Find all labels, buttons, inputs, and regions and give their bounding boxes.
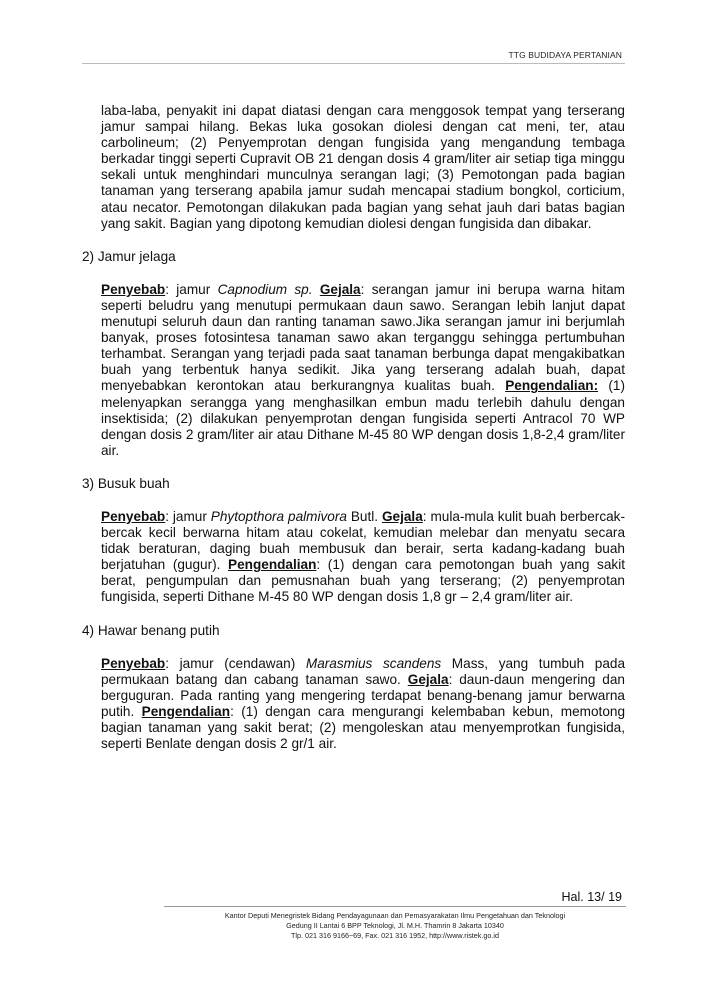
cause-text: : jamur [165, 508, 211, 524]
cause-label: Penyebab [101, 655, 166, 671]
cause-species: Phytopthora palmivora [210, 508, 347, 524]
footer-line-contact: Tlp. 021 316 9166~69, Fax. 021 316 1952, http://www.ristek.go.id [291, 931, 499, 941]
running-header: TTG BUDIDAYA PERTANIAN [508, 50, 622, 60]
section-heading-hawar-benang-putih: 4) Hawar benang putih [82, 622, 220, 638]
footer-line-office: Kantor Deputi Menegristek Bidang Pendayagunaan dan Pemasyarakatan Ilmu Pengetahuan dan Teknologi [224, 911, 566, 920]
section-paragraph-busuk-buah [101, 509, 625, 606]
cause-species: Marasmius scandens [305, 655, 442, 671]
cause-label: Penyebab [101, 508, 166, 524]
symptom-label: Gejala [319, 281, 361, 297]
symptom-text: : mula-mula kulit buah berbercak-bercak kecil berwarna hitam atau cokelat, kemudian melebar dan menyatu secara tidak beraturan, daging buah membusuk dan berair, serta kadang-kadang buah berjatuhan (gugur). [101, 508, 625, 573]
document-body [82, 103, 625, 752]
symptom-text: : serangan jamur ini berupa warna hitam seperti beludru yang menutupi permukaan daun sawo. Serangan lebih lanjut dapat menutupi seluruh daun dan ranting tanaman sawo.Jika serangan jamur ini berjumlah banyak, proses fotosintesa tanaman sawo akan terganggu sehingga pertumbuhan terhambat. Serangan yang terjadi pada saat tanaman berbunga dapat mengakibatkan buah yang terbentuk hanya sedikit. Jika yang terserang adalah buah, dapat menyebabkan kerontokan atau berkurangnya kualitas buah. [101, 281, 625, 394]
control-label: Pengendalian [141, 703, 231, 719]
control-label: Pengendalian [228, 557, 317, 573]
symptom-label: Gejala [381, 508, 423, 524]
control-text: : (1) dengan cara pemotongan buah yang sakit berat, pengumpulan dan pemusnahan buah yang terserang; (2) penyemprotan fungisida, seperti Dithane M-45 80 WP dengan dosis 1,8 gr – 2,4 gram/liter air. [101, 557, 625, 605]
section-heading-busuk-buah: 3) Busuk buah [82, 475, 170, 491]
control-text: : (1) dengan cara mengurangi kelembaban kebun, memotong bagian tanaman yang sakit berat; (2) mengoleskan atau menyemprotkan fungisida, seperti Benlate dengan dosis 2 gr/1 air. [101, 703, 626, 752]
section-heading-jamur-jelaga: 2) Jamur jelaga [82, 248, 176, 264]
footer-divider [164, 906, 626, 907]
control-text: (1) melenyapkan serangga yang menghasilkan embun madu terlebih dahulu dengan insektisida; (2) dilakukan penyemprotan dengan fungisida seperti Antracol 70 WP dengan dosis 2 gram/liter air atau Dithane M-45 80 WP dengan dosis 1,8-2,4 gram/liter air. [101, 378, 626, 458]
page-number: Hal. 13/ 19 [561, 890, 622, 904]
symptom-label: Gejala [407, 671, 449, 687]
control-label: Pengendalian: [505, 378, 599, 394]
intro-paragraph: laba-laba, penyakit ini dapat diatasi dengan cara menggosok tempat yang terserang jamur sampai hilang. Bekas luka gosokan diolesi dengan cat meni, ter, atau carbolineum; (2) Penyemprotan dengan fungisida yang mengandung tembaga berkadar tinggi seperti Cupravit OB 21 dengan dosis 4 gram/liter air setiap tiga minggu sekali untuk menghindari munculnya serangan lagi; (3) Pemotongan pada bagian tanaman yang terserang apabila jamur sudah mencapai stadium bongkol, corticium, atau necator. Pemotongan dilakukan pada bagian yang sehat jauh dari batas bagian yang sakit. Bagian yang dipotong kemudian diolesi dengan fungisida dan dibakar. [101, 103, 625, 231]
footer-line-address: Gedung II Lantai 6 BPP Teknologi, Jl. M.H. Thamrin 8 Jakarta 10340 [286, 921, 504, 931]
cause-label: Penyebab [101, 281, 166, 297]
section-paragraph-jamur-jelaga [101, 282, 625, 459]
page-footer [164, 911, 626, 942]
cause-text-post [313, 282, 320, 297]
symptom-text: : daun-daun mengering dan berguguran. Pada ranting yang mengering terdapat benang-benang jamur berwarna putih. [101, 671, 625, 719]
cause-text-post: Butl. [346, 508, 382, 524]
cause-text: : jamur [165, 281, 218, 297]
section-paragraph-hawar-benang-putih [101, 656, 625, 753]
cause-text-post: Mass, yang tumbuh pada permukaan batang dan cabang tanaman sawo. [101, 655, 625, 687]
cause-species: Capnodium sp. [217, 281, 313, 297]
cause-text: : jamur (cendawan) [165, 655, 306, 671]
header-divider [82, 63, 625, 64]
